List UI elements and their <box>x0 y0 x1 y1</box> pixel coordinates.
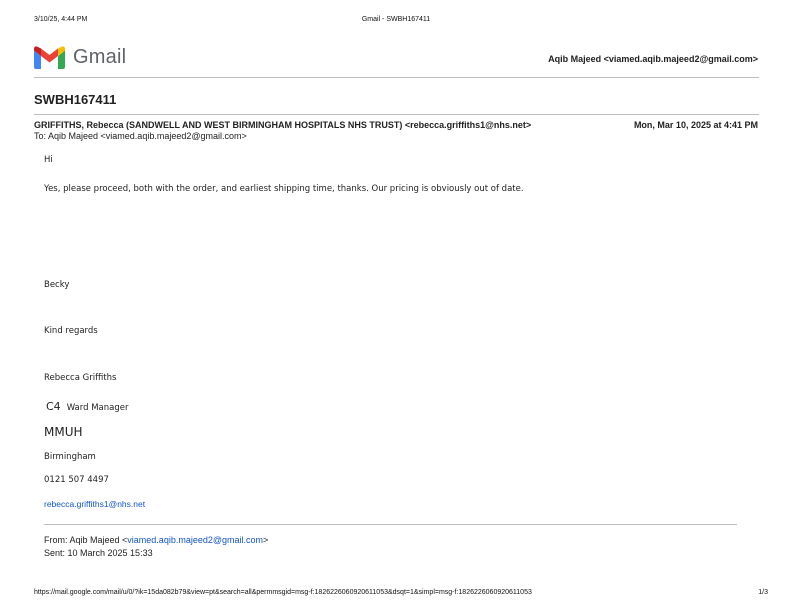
quoted-sent: Sent: 10 March 2025 15:33 <box>44 548 153 558</box>
print-url: https://mail.google.com/mail/u/0/?ik=15da082b79&view=pt&search=all&permmsgid=msg-f:1826226060920611053&dsqt=1&simpl=msg-f:1826226060920611053 <box>34 589 532 596</box>
quoted-from <box>44 535 268 545</box>
signature-ward-role: Ward Manager <box>66 403 129 413</box>
message-text: Yes, please proceed, both with the order, and earliest shipping time, thanks. Our pricing is obviously out of date. <box>44 184 524 194</box>
message-date: Mon, Mar 10, 2025 at 4:41 PM <box>633 120 758 130</box>
sender-name: GRIFFITHS, Rebecca (SANDWELL AND WEST BIRMINGHAM HOSPITALS NHS TRUST) <rebecca.griffiths1@nhs.net> <box>34 120 532 130</box>
signature-regards: Kind regards <box>44 326 98 336</box>
signature-hospital: MMUH <box>44 425 83 439</box>
gmail-envelope-logo-icon <box>34 46 65 69</box>
account-line: Aqib Majeed <viamed.aqib.majeed2@gmail.com> <box>548 54 758 64</box>
subject-divider <box>34 114 759 115</box>
quoted-from-prefix: From: Aqib Majeed < <box>44 535 128 545</box>
thread-subject: SWBH167411 <box>34 92 117 107</box>
signature-email-link[interactable]: rebecca.griffiths1@nhs.net <box>44 499 146 509</box>
header-divider <box>34 77 759 78</box>
print-page-number: 1/3 <box>758 589 768 596</box>
gmail-wordmark: Gmail <box>73 46 127 68</box>
signature-name: Becky <box>44 280 70 290</box>
message-greeting: Hi <box>44 155 53 165</box>
signature-ward <box>46 400 128 413</box>
signature-ward-code: C4 <box>46 400 61 413</box>
gmail-logo <box>34 46 126 69</box>
signature-city: Birmingham <box>44 452 96 462</box>
print-datetime: 3/10/25, 4:44 PM <box>34 16 88 23</box>
quoted-from-email-link[interactable]: viamed.aqib.majeed2@gmail.com <box>127 535 263 545</box>
message-to: To: Aqib Majeed <viamed.aqib.majeed2@gmail.com> <box>34 131 247 141</box>
signature-phone: 0121 507 4497 <box>44 475 109 485</box>
print-title: Gmail - SWBH167411 <box>361 16 431 23</box>
quote-divider <box>44 524 737 525</box>
message-from <box>34 120 531 130</box>
signature-full-name: Rebecca Griffiths <box>44 373 117 383</box>
quoted-from-suffix: > <box>263 535 269 545</box>
